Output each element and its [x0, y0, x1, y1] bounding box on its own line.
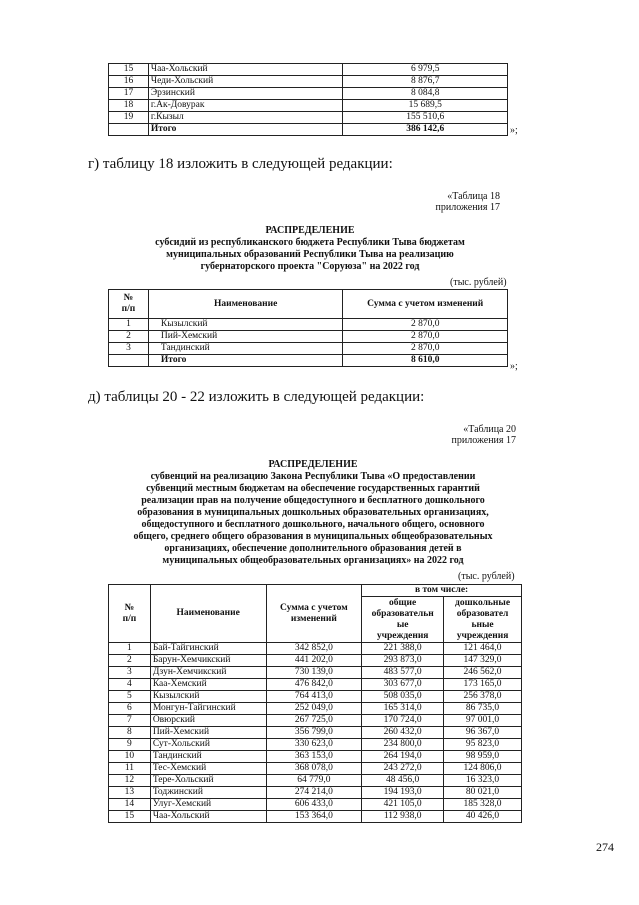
row-number: 3	[109, 343, 149, 355]
table-row	[109, 112, 508, 124]
row-name: Тандинский	[148, 343, 343, 355]
row-general: 221 388,0	[362, 643, 444, 655]
row-general: 48 456,0	[362, 775, 444, 787]
row-general: 165 314,0	[362, 703, 444, 715]
row-number: 8	[109, 727, 151, 739]
header-line: ьные	[471, 619, 494, 630]
row-name: Каа-Хемский	[150, 679, 266, 691]
total-row	[109, 124, 508, 136]
row-sum: 2 870,0	[343, 343, 508, 355]
row-general: 293 873,0	[362, 655, 444, 667]
header-line: общие	[389, 597, 417, 608]
row-number: 6	[109, 703, 151, 715]
header-line: образовательн	[371, 608, 434, 619]
row-name: Чаа-Хольский	[148, 64, 343, 76]
paragraph-d: д) таблицы 20 - 22 изложить в следующей редакции:	[88, 389, 425, 405]
row-sum: 730 139,0	[266, 667, 362, 679]
subtitle-line: реализации прав на получение общедоступного и бесплатного дошкольного	[141, 495, 485, 506]
row-general: 194 193,0	[362, 787, 444, 799]
table-row	[109, 763, 522, 775]
row-number: 2	[109, 655, 151, 667]
row-sum: 8 084,8	[343, 88, 508, 100]
row-number: 17	[109, 88, 149, 100]
row-name: Дзун-Хемчикский	[150, 667, 266, 679]
row-general: 508 035,0	[362, 691, 444, 703]
subtitle-line: субвенций на реализацию Закона Республики Тыва «О предоставлении	[150, 471, 476, 482]
row-sum: 267 725,0	[266, 715, 362, 727]
table18	[108, 289, 508, 367]
table20-caption	[380, 424, 516, 446]
row-sum: 363 153,0	[266, 751, 362, 763]
table18-caption-line2: приложения 17	[435, 202, 500, 213]
total-label: Итого	[148, 124, 343, 136]
table-row	[109, 715, 522, 727]
table18-col-n-line2: п/п	[121, 304, 136, 314]
table20-col-including: в том числе:	[362, 585, 522, 597]
row-preschool: 16 323,0	[444, 775, 522, 787]
row-preschool: 95 823,0	[444, 739, 522, 751]
table-row	[109, 727, 522, 739]
row-name: Монгун-Тайгинский	[150, 703, 266, 715]
row-general: 170 724,0	[362, 715, 444, 727]
header-line: ые	[396, 619, 409, 630]
table-row	[109, 703, 522, 715]
row-number: 9	[109, 739, 151, 751]
row-sum: 606 433,0	[266, 799, 362, 811]
row-number: 1	[109, 319, 149, 331]
table-row	[109, 787, 522, 799]
subtitle-line: организациях, обеспечение дополнительного образования детей в	[164, 543, 462, 554]
header-line: дошкольные	[455, 597, 511, 608]
table-row	[109, 100, 508, 112]
row-name: Пий-Хемский	[148, 331, 343, 343]
subtitle-line: субвенций местным бюджетам на обеспечение государственных гарантий	[146, 483, 480, 494]
row-preschool: 246 562,0	[444, 667, 522, 679]
table-row	[109, 775, 522, 787]
table-row	[109, 679, 522, 691]
row-name: Кызылский	[150, 691, 266, 703]
table-row	[109, 76, 508, 88]
row-name: Тоджинский	[150, 787, 266, 799]
table18-col-n	[109, 290, 149, 319]
row-general: 234 800,0	[362, 739, 444, 751]
table20-caption-line2: приложения 17	[451, 435, 516, 446]
row-name: Чаа-Хольский	[150, 811, 266, 823]
row-name: Улуг-Хемский	[150, 799, 266, 811]
table-row	[109, 691, 522, 703]
table18-subtitle	[100, 237, 520, 273]
table18-title: РАСПРЕДЕЛЕНИЕ	[265, 225, 355, 236]
row-number: 11	[109, 763, 151, 775]
table20	[108, 584, 522, 823]
row-general: 264 194,0	[362, 751, 444, 763]
table20-col-n	[109, 585, 151, 643]
row-sum: 8 876,7	[343, 76, 508, 88]
row-number: 4	[109, 679, 151, 691]
row-number: 16	[109, 76, 149, 88]
row-preschool: 124 806,0	[444, 763, 522, 775]
row-name: Кызылский	[148, 319, 343, 331]
row-number: 10	[109, 751, 151, 763]
row-preschool: 86 735,0	[444, 703, 522, 715]
total-label: Итого	[148, 355, 343, 367]
row-number: 7	[109, 715, 151, 727]
page-number: 274	[596, 840, 614, 854]
row-number: 12	[109, 775, 151, 787]
row-sum: 2 870,0	[343, 331, 508, 343]
row-sum: 2 870,0	[343, 319, 508, 331]
row-name: Овюрский	[150, 715, 266, 727]
subtitle-line: общедоступного и бесплатного дошкольного, начального общего, основного	[141, 519, 485, 530]
row-sum: 356 799,0	[266, 727, 362, 739]
total-row	[109, 355, 508, 367]
row-sum: 476 842,0	[266, 679, 362, 691]
row-preschool: 96 367,0	[444, 727, 522, 739]
table-row	[109, 343, 508, 355]
table20-col-sum: Сумма с учетом изменений	[266, 585, 362, 643]
total-empty	[109, 355, 149, 367]
table-row	[109, 811, 522, 823]
row-number: 15	[109, 64, 149, 76]
table-row	[109, 88, 508, 100]
row-general: 483 577,0	[362, 667, 444, 679]
table20-col-preschool	[444, 597, 522, 643]
row-preschool: 121 464,0	[444, 643, 522, 655]
table18-col-sum: Сумма с учетом изменений	[343, 290, 508, 319]
total-sum: 386 142,6	[343, 124, 508, 136]
subtitle-line: губернаторского проекта "Соруюза" на 2022 год	[200, 261, 420, 272]
row-preschool: 97 001,0	[444, 715, 522, 727]
row-number: 18	[109, 100, 149, 112]
table-row	[109, 64, 508, 76]
row-name: Сут-Хольский	[150, 739, 266, 751]
top-table-closing: »;	[510, 125, 518, 136]
row-name: Тере-Хольский	[150, 775, 266, 787]
table-row	[109, 643, 522, 655]
subtitle-line: муниципальных образований Республики Тыва на реализацию	[166, 249, 454, 260]
row-preschool: 98 959,0	[444, 751, 522, 763]
table18-unit: (тыс. рублей)	[450, 277, 507, 288]
table20-title: РАСПРЕДЕЛЕНИЕ	[268, 459, 358, 470]
row-preschool: 147 329,0	[444, 655, 522, 667]
header-line: образовател	[456, 608, 509, 619]
row-number: 13	[109, 787, 151, 799]
row-sum: 64 779,0	[266, 775, 362, 787]
row-name: г.Ак-Довурак	[148, 100, 343, 112]
table20-caption-line1: «Таблица 20	[463, 424, 516, 435]
subtitle-line: образования в муниципальных дошкольных образовательных организациях,	[137, 507, 489, 518]
table20-col-name: Наименование	[150, 585, 266, 643]
table20-unit: (тыс. рублей)	[458, 571, 515, 582]
row-sum: 153 364,0	[266, 811, 362, 823]
header-line: учреждения	[456, 630, 509, 641]
row-name: Бай-Тайгинский	[150, 643, 266, 655]
table-row	[109, 331, 508, 343]
row-preschool: 80 021,0	[444, 787, 522, 799]
row-name: Чеди-Хольский	[148, 76, 343, 88]
table-row	[109, 739, 522, 751]
table18-col-n-line1: №	[123, 293, 134, 303]
table-row	[109, 751, 522, 763]
row-number: 15	[109, 811, 151, 823]
table18-caption	[380, 191, 500, 213]
row-name: Тес-Хемский	[150, 763, 266, 775]
row-name: Тандинский	[150, 751, 266, 763]
row-preschool: 40 426,0	[444, 811, 522, 823]
row-number: 19	[109, 112, 149, 124]
table18-closing: »;	[510, 361, 518, 372]
row-number: 5	[109, 691, 151, 703]
table-row	[109, 319, 508, 331]
row-general: 303 677,0	[362, 679, 444, 691]
row-sum: 274 214,0	[266, 787, 362, 799]
row-preschool: 256 378,0	[444, 691, 522, 703]
row-sum: 6 979,5	[343, 64, 508, 76]
row-name: г.Кызыл	[148, 112, 343, 124]
row-name: Пий-Хемский	[150, 727, 266, 739]
table-row	[109, 667, 522, 679]
table-row	[109, 655, 522, 667]
row-preschool: 185 328,0	[444, 799, 522, 811]
table20-col-n-line1: №	[124, 602, 135, 613]
row-sum: 441 202,0	[266, 655, 362, 667]
row-name: Барун-Хемчикский	[150, 655, 266, 667]
row-sum: 764 413,0	[266, 691, 362, 703]
total-empty	[109, 124, 149, 136]
row-general: 243 272,0	[362, 763, 444, 775]
table20-subtitle	[90, 471, 536, 567]
row-sum: 15 689,5	[343, 100, 508, 112]
row-general: 260 432,0	[362, 727, 444, 739]
subtitle-line: субсидий из республиканского бюджета Республики Тыва бюджетам	[155, 237, 465, 248]
top-table	[108, 63, 508, 136]
table-row	[109, 799, 522, 811]
table18-col-name: Наименование	[148, 290, 343, 319]
subtitle-line: муниципальных общеобразовательных организациях» на 2022 год	[162, 555, 464, 566]
paragraph-g: г) таблицу 18 изложить в следующей редакции:	[88, 156, 393, 172]
table18-caption-line1: «Таблица 18	[447, 191, 500, 202]
row-general: 112 938,0	[362, 811, 444, 823]
table20-col-n-line2: п/п	[122, 613, 137, 624]
row-sum: 330 623,0	[266, 739, 362, 751]
row-sum: 368 078,0	[266, 763, 362, 775]
row-number: 14	[109, 799, 151, 811]
row-name: Эрзинский	[148, 88, 343, 100]
row-sum: 252 049,0	[266, 703, 362, 715]
row-number: 1	[109, 643, 151, 655]
row-number: 2	[109, 331, 149, 343]
row-number: 3	[109, 667, 151, 679]
row-general: 421 105,0	[362, 799, 444, 811]
total-sum: 8 610,0	[343, 355, 508, 367]
subtitle-line: общего, среднего общего образования в муниципальных общеобразовательных	[133, 531, 493, 542]
row-sum: 342 852,0	[266, 643, 362, 655]
row-sum: 155 510,6	[343, 112, 508, 124]
row-preschool: 173 165,0	[444, 679, 522, 691]
header-line: учреждения	[376, 630, 429, 641]
table20-col-general	[362, 597, 444, 643]
